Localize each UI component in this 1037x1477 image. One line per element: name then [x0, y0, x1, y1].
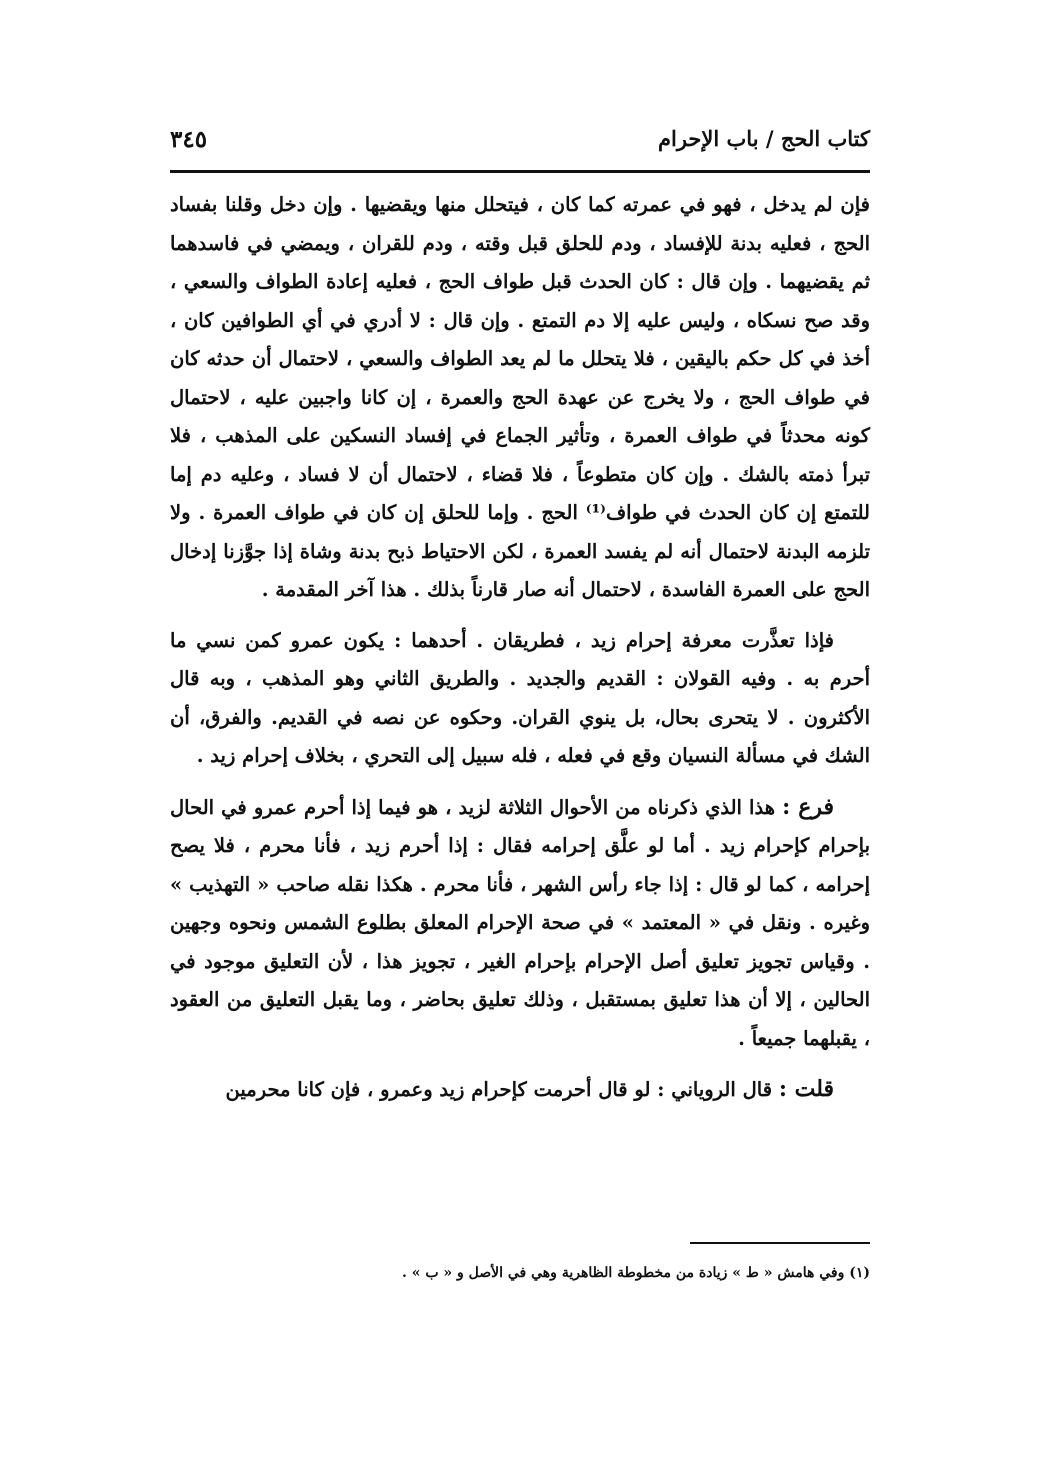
page-header	[170, 120, 870, 173]
paragraph	[170, 622, 870, 776]
paragraph	[170, 1070, 870, 1110]
footnote: (١) وفي هامش « ط » زيادة من مخطوطة الظاهرية وهي في الأصل و « ب » .	[401, 1265, 870, 1281]
paragraph-text: فإن لم يدخل ، فهو في عمرته كما كان ، فيتحلل منها ويقضيها . وإن دخل وقلنا بفساد الحج ، فعليه بدنة للإفساد ، ودم للحلق قبل وقته ، ودم للقران ، ويمضي في فاسدهما ثم يقضيهما . وإن قال : كان الحدث قبل طواف الحج ، فعليه إعادة الطواف والسعي ، وقد صح نسكاه ، وليس عليه إلا دم التمتع . وإن قال : لا أدري في أي الطوافين كان ، أخذ في كل حكم باليقين ، فلا يتحلل ما لم يعد الطواف والسعي ، لاحتمال أن حدثه كان في طواف الحج ، ولا يخرج عن عهدة الحج والعمرة ، إن كانا واجبين عليه ، لاحتمال كونه محدثاً في طواف العمرة ، وتأثير الجماع في إفساد النسكين على المذهب ، فلا تبرأ ذمته بالشك . وإن كان متطوعاً ، فلا قضاء ، لاحتمال أن لا فساد ، وعليه دم إما للتمتع إن كان الحدث في طواف⁽¹⁾ الحج . وإما للحلق إن كان في طواف العمرة . ولا تلزمه البدنة لاحتمال أنه لم يفسد العمرة ، لكن الاحتياط ذبح بدنة وشاة إذا جوَّزنا إدخال الحج على العمرة الفاسدة ، لاحتمال أنه صار قارناً بذلك . هذا آخر المقدمة .	[170, 193, 870, 601]
running-title: كتاب الحج / باب الإحرام	[658, 126, 870, 151]
page-number: ٣٤٥	[170, 126, 208, 153]
section-lead-far: فرع :	[782, 793, 834, 820]
paragraph	[170, 788, 870, 1059]
main-text	[170, 186, 870, 1122]
paragraph-text: قال الروياني : لو قال أحرمت كإحرام زيد وعمرو ، فإن كانا محرمين	[225, 1078, 773, 1101]
paragraph	[170, 186, 870, 610]
paragraph-text: هذا الذي ذكرناه من الأحوال الثلاثة لزيد ، هو فيما إذا أحرم عمرو في الحال بإحرام كإحرام زيد . أما لو علَّق إحرامه فقال : إذا أحرم زيد ، فأنا محرم ، فلا يصح إحرامه ، كما لو قال : إذا جاء رأس الشهر ، فأنا محرم . هكذا نقله صاحب « التهذيب » وغيره . ونقل في « المعتمد » في صحة الإحرام المعلق بطلوع الشمس ونحوه وجهين . وقياس تجويز تعليق أصل الإحرام بإحرام الغير ، تجويز هذا ، لأن التعليق موجود في الحالين ، إلا أن هذا تعليق بمستقبل ، وذلك تعليق بحاضر ، وما يقبل التعليق من العقود ، يقبلهما جميعاً .	[170, 795, 870, 1050]
section-lead-qultu: قلت :	[778, 1076, 834, 1102]
paragraph-text: فإذا تعذَّرت معرفة إحرام زيد ، فطريقان . أحدهما : يكون عمرو كمن نسي ما أحرم به . وفيه القولان : القديم والجديد . والطريق الثاني وهو المذهب ، وبه قال الأكثرون . لا يتحرى بحال، بل ينوي القران. وحكوه عن نصه في القديم. والفرق، أن الشك في مسألة النسيان وقع في فعله ، فله سبيل إلى التحري ، بخلاف إحرام زيد .	[170, 628, 870, 767]
footnote-divider	[690, 1242, 870, 1244]
